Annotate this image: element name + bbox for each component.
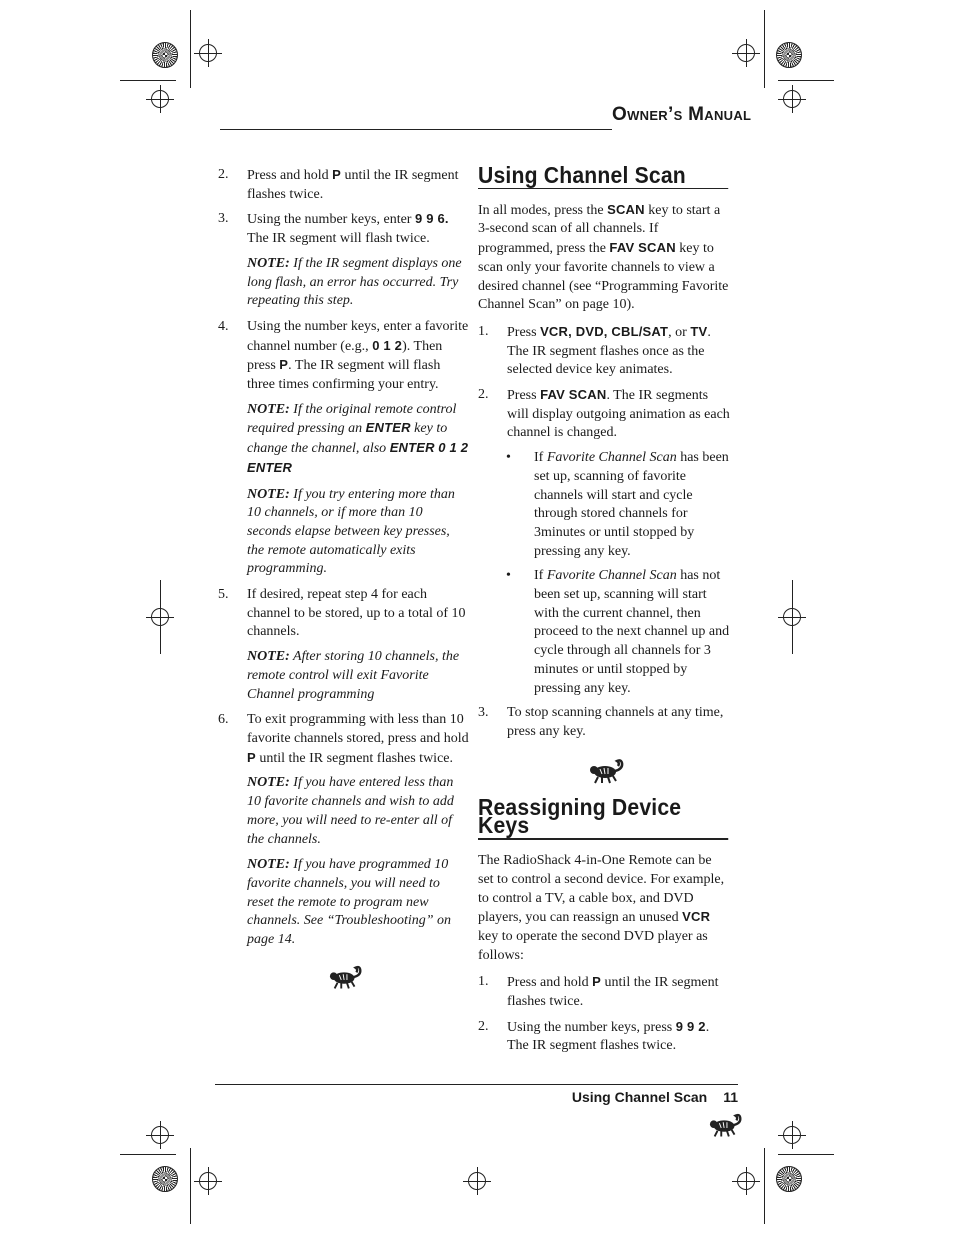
bullet-marker: •: [506, 568, 511, 584]
registration-mark: [783, 1126, 801, 1144]
step-number: 1.: [478, 974, 489, 990]
step-number: 4.: [218, 318, 229, 334]
step-number: 2.: [478, 387, 489, 403]
registration-mark: [199, 44, 217, 62]
bullet-item: • If Favorite Channel Scan has not been set up, scanning will start with the current channel, then proceed to the next channel up and cycle through all channels for 3 minutes or until stopped by pressing any key.: [506, 568, 730, 696]
step-item: 5. If desired, repeat step 4 for each channel to be stored, up to a total of 10 channels.: [218, 587, 466, 640]
reassign-steps: [478, 973, 730, 1056]
crop-mark: [764, 10, 765, 88]
registration-mark: [783, 90, 801, 108]
note-label: NOTE:: [247, 649, 290, 665]
section-heading-channel-scan: Using Channel Scan: [478, 166, 728, 189]
header-title: Owner’s Manual: [612, 104, 752, 125]
section-heading-reassigning: Reassigning Device Keys: [478, 798, 728, 840]
emphasis: Favorite Channel Scan: [546, 450, 677, 466]
step-number: 1.: [478, 323, 489, 339]
gecko-icon: [588, 758, 626, 788]
registration-mark: [151, 608, 169, 626]
crop-mark: [190, 10, 191, 88]
note: NOTE: If you have programmed 10 favorite channels, you will need to reset the remote to program new channels. See “Troubleshooting” on page 14.: [247, 857, 452, 948]
crop-mark: [764, 1148, 765, 1224]
key-label: 9 9 6.: [414, 211, 449, 227]
left-column: [218, 166, 470, 994]
registration-mark: [468, 1172, 486, 1190]
note: NOTE: If the IR segment displays one long flash, an error has occurred. Try repeating this step.: [247, 255, 462, 309]
footer: [572, 1089, 738, 1105]
key-label: TV: [690, 323, 708, 339]
registration-mark: [151, 90, 169, 108]
key-label: SCAN: [607, 201, 645, 217]
scan-bullets: [478, 449, 730, 698]
step-item: 2. Press FAV SCAN. The IR segments will display outgoing animation as each channel is changed.: [478, 387, 730, 441]
key-label: 0 1 2: [372, 337, 403, 353]
step-number: 5.: [218, 587, 229, 603]
step-number: 2.: [478, 1018, 489, 1034]
crop-mark: [778, 1154, 834, 1155]
key-label: VCR, DVD, CBL/SAT: [540, 323, 669, 339]
bullet-item: • If Favorite Channel Scan has been set up, scanning of favorite channels will start and cycle through stored channels for 3minutes or until stopped by pressing any key.: [506, 450, 729, 559]
key-label: ENTER: [389, 440, 435, 456]
registration-mark: [737, 1172, 755, 1190]
key-label: 9 9 2: [675, 1018, 706, 1034]
note: NOTE: If you try entering more than 10 channels, or if more than 10 seconds elapse between key presses, the remote automatically exits programming.: [247, 486, 455, 577]
key-label: P: [592, 974, 602, 990]
color-starburst: [776, 42, 802, 68]
color-starburst: [776, 1166, 802, 1192]
step-item: 3. To stop scanning channels at any time, press any key.: [478, 705, 724, 739]
key-label: P: [332, 167, 342, 182]
bullet-marker: •: [506, 450, 511, 466]
footer-rule: [215, 1084, 738, 1085]
step-number: 3.: [218, 211, 229, 227]
step-number: 2.: [218, 167, 229, 182]
scan-step-3: [478, 704, 730, 741]
registration-mark: [737, 44, 755, 62]
note-label: NOTE:: [247, 255, 290, 271]
step-item: 2. Press and hold P until the IR segment flashes twice.: [218, 167, 459, 202]
step-number: 6.: [218, 712, 229, 728]
color-starburst: [152, 1166, 178, 1192]
reassign-intro: The RadioShack 4-in-One Remote can be set to control a second device. For example, to control a TV, a cable box, and DVD players, you can reassign an unused VCR key to operate the second DVD player as follows:: [478, 853, 725, 963]
header-rule: [220, 129, 612, 130]
page-number: 11: [723, 1089, 738, 1105]
registration-mark: [783, 608, 801, 626]
step-item: 4. Using the number keys, enter a favorite channel number (e.g., 0 1 2). Then press P. The IR segment will flash three times confirming your entry.: [218, 318, 469, 393]
registration-mark: [199, 1172, 217, 1190]
step-item: 2. Using the number keys, press 9 9 2. The IR segment flashes twice.: [478, 1018, 710, 1054]
step-item: 6. To exit programming with less than 10 favorite channels stored, press and hold P until the IR segment flashes twice.: [218, 712, 469, 766]
gecko-icon: [328, 964, 364, 994]
key-label: VCR: [682, 909, 711, 925]
note: NOTE: If the original remote control required pressing an ENTER key to change the channel, also ENTER 0 1 2 ENTER: [247, 401, 469, 475]
step-item: 1. Press and hold P until the IR segment flashes twice.: [478, 974, 719, 1010]
emphasis: Favorite Channel Scan: [546, 568, 677, 584]
key-label: P: [279, 357, 289, 373]
crop-mark: [778, 80, 834, 81]
key-label: ENTER: [365, 420, 411, 436]
step-item: 1. Press VCR, DVD, CBL/SAT, or TV. The IR segment flashes once as the selected device key animates.: [478, 323, 711, 378]
note-label: NOTE:: [247, 775, 290, 791]
note: NOTE: After storing 10 channels, the remote control will exit Favorite Channel programming: [247, 649, 460, 702]
key-label: FAV SCAN: [609, 240, 676, 256]
key-label: 0 1 2: [438, 440, 469, 456]
key-label: ENTER: [247, 459, 293, 475]
key-label: FAV SCAN: [540, 387, 607, 403]
crop-mark: [190, 1148, 191, 1224]
footer-section: Using Channel Scan: [571, 1089, 708, 1105]
scan-steps: [478, 323, 730, 443]
right-column: [478, 162, 730, 1062]
scan-intro: In all modes, press the SCAN key to start a 3-second scan of all channels. If programmed, press the FAV SCAN key to scan only your favorite channels to view a desired channel (see “Programming Favorite Channel Scan” on page 10).: [478, 201, 729, 313]
note-label: NOTE:: [247, 486, 290, 502]
crop-mark: [120, 1154, 176, 1155]
step-number: 3.: [478, 705, 489, 721]
note-label: NOTE:: [247, 857, 290, 873]
color-starburst: [152, 42, 178, 68]
crop-mark: [120, 80, 176, 81]
note-label: NOTE:: [247, 401, 290, 417]
registration-mark: [151, 1126, 169, 1144]
note: NOTE: If you have entered less than 10 favorite channels and wish to add more, you will need to re-enter all of the channels.: [247, 775, 454, 847]
key-label: P: [247, 749, 256, 765]
step-item: 3. Using the number keys, enter 9 9 6. The IR segment will flash twice.: [218, 211, 449, 247]
gecko-icon: [708, 1112, 744, 1142]
